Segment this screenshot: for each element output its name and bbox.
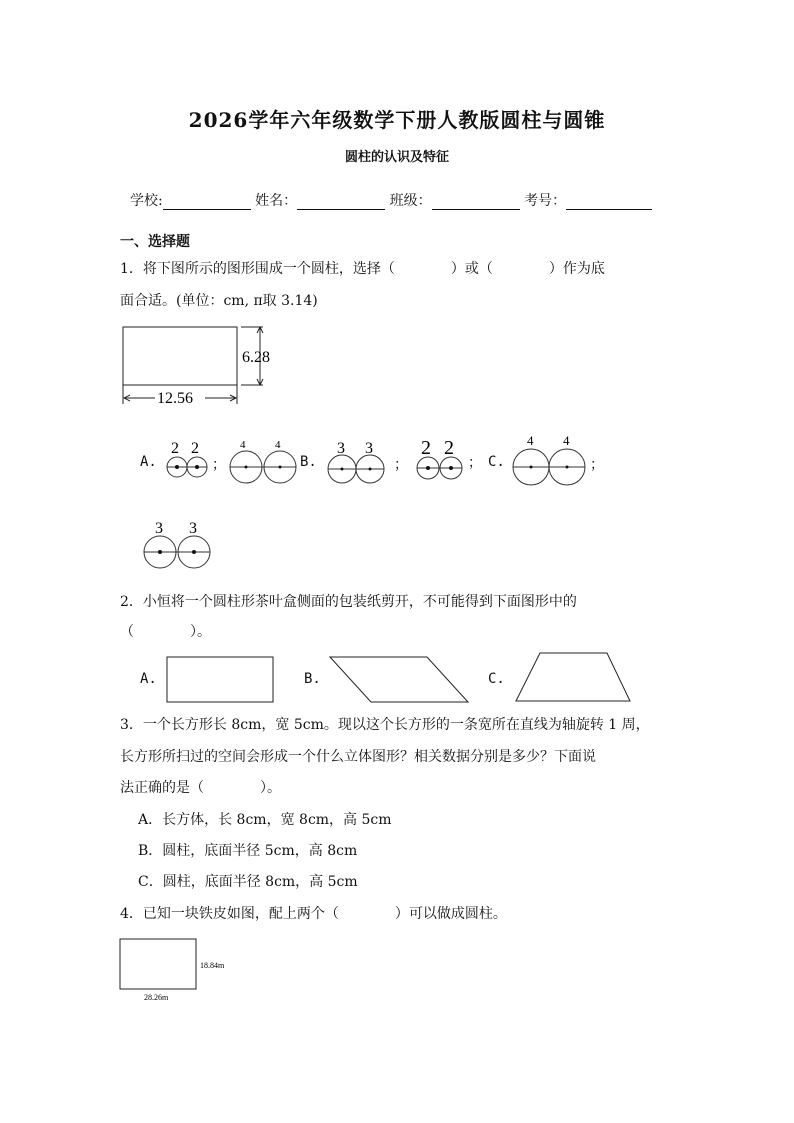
q1-b-radius-label-3: 2 (421, 437, 431, 459)
q1-c-radius-label-4: 3 (189, 520, 197, 537)
school-blank[interactable] (163, 193, 251, 210)
q1-option-b-circles-medium[interactable] (324, 436, 388, 486)
q1-option-c-circles-medium[interactable] (140, 516, 218, 572)
q1-option-c-label[interactable]: C. (488, 454, 505, 470)
q1-separator: ； (590, 457, 604, 473)
q1-b-radius-label-4: 2 (444, 437, 454, 459)
q4-line1: 4．已知一块铁皮如图，配上两个（ ）可以做成圆柱。 (120, 906, 507, 922)
name-blank[interactable] (297, 193, 385, 210)
q1-a-radius-label-4: 4 (275, 439, 281, 451)
class-label: 班级： (389, 193, 432, 209)
q3-choice-a[interactable]: A．长方体，长 8cm，宽 8cm，高 5cm (138, 812, 392, 828)
q2-line2: （ ）。 (120, 624, 211, 640)
q3-line2: 长方形所扫过的空间会形成一个什么立体图形？相关数据分别是多少？下面说 (120, 749, 596, 765)
page-title: 2026学年六年级数学下册人教版圆柱与圆锥 (188, 108, 606, 132)
q1-separator: ； (468, 455, 482, 471)
q3-line1: 3．一个长方形长 8cm，宽 5cm。现以这个长方形的一条宽所在直线为轴旋转 1 周， (120, 717, 650, 733)
q3-choice-b[interactable]: B．圆柱，底面半径 5cm，高 8cm (138, 843, 358, 859)
q2-option-b-label[interactable]: B. (304, 671, 321, 687)
q4-rectangle-figure (118, 937, 238, 1003)
q1-separator: ； (212, 457, 226, 473)
q2-option-b-parallelogram[interactable] (326, 655, 472, 705)
q1-a-radius-label-1: 2 (171, 440, 179, 457)
q1-a-radius-label-2: 2 (191, 440, 199, 457)
q1-option-a-label[interactable]: A. (140, 454, 157, 470)
q2-option-a-rectangle[interactable] (165, 655, 277, 705)
q1-line1: 1．将下图所示的图形围成一个圆柱，选择（ ）或（ ）作为底 (120, 261, 605, 277)
q2-option-a-label[interactable]: A. (140, 671, 157, 687)
q1-option-b-circles-small[interactable] (413, 434, 467, 484)
q1-separator: ； (394, 457, 408, 473)
page-subtitle: 圆柱的认识及特征 (344, 150, 449, 165)
number-blank[interactable] (566, 193, 652, 210)
q1-option-b-label[interactable]: B. (300, 454, 317, 470)
q1-b-radius-label-2: 3 (365, 440, 373, 457)
q1-c-radius-label-1: 4 (527, 433, 534, 448)
q1-line2: 面合适。(单位：cm, π取 3.14) (120, 293, 318, 309)
q1-a-radius-label-3: 4 (240, 439, 246, 451)
q3-choice-c[interactable]: C．圆柱，底面半径 8cm，高 5cm (138, 874, 358, 890)
q1-c-radius-label-2: 4 (563, 433, 570, 448)
number-label: 考号： (524, 193, 567, 209)
q2-option-c-trapezoid[interactable] (513, 651, 633, 705)
q1-c-radius-label-3: 3 (155, 520, 163, 537)
q3-line3: 法正确的是（ ）。 (120, 780, 281, 796)
q4-height-label: 18.84m (200, 961, 225, 970)
name-label: 姓名： (255, 193, 298, 209)
q4-width-label: 28.26m (144, 993, 169, 1002)
q1-width-label: 12.56 (157, 390, 193, 406)
q1-option-a-circles-large[interactable] (227, 435, 299, 485)
section-heading: 一、选择题 (120, 234, 190, 250)
q1-b-radius-label-1: 3 (337, 440, 345, 457)
student-info-line (130, 190, 652, 210)
q2-option-c-label[interactable]: C. (488, 671, 505, 687)
q1-option-a-circles-small[interactable] (162, 436, 212, 482)
school-label: 学校: (130, 193, 163, 209)
q1-option-c-circles-large[interactable] (510, 432, 590, 488)
q1-rectangle-figure (115, 322, 280, 406)
q2-line1: 2．小恒将一个圆柱形茶叶盒侧面的包装纸剪开，不可能得到下面图形中的 (120, 594, 577, 610)
class-blank[interactable] (432, 193, 520, 210)
q1-height-label: 6.28 (242, 349, 270, 366)
